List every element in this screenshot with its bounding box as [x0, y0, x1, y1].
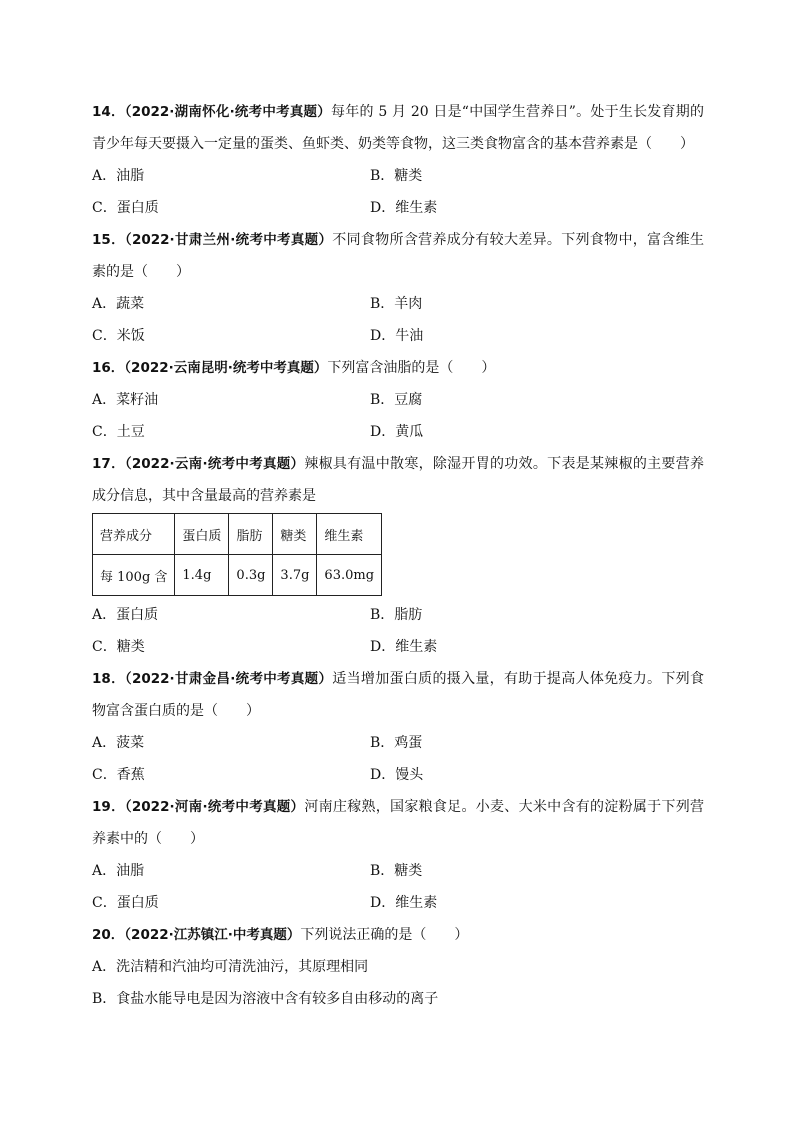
question-number: 15． — [92, 232, 125, 248]
question-18 — [92, 663, 704, 791]
option-b[interactable]: B．豆腐 — [370, 392, 423, 408]
option-c[interactable]: C．土豆 — [92, 424, 145, 440]
question-number: 17． — [92, 456, 125, 472]
question-number: 16． — [92, 360, 125, 376]
table-cell: 63.0mg — [317, 555, 382, 596]
question-number: 20． — [92, 927, 125, 943]
option-c[interactable]: C．香蕉 — [92, 767, 145, 783]
option-b[interactable]: B．食盐水能导电是因为溶液中含有较多自由移动的离子 — [92, 991, 439, 1007]
option-c[interactable]: C．糖类 — [92, 639, 145, 655]
question-17 — [92, 448, 704, 663]
table-header-cell: 脂肪 — [229, 514, 273, 555]
question-text: 辣椒具有温中散寒，除湿开胃的功效。下表是某辣椒的主要营养成分信息，其中含量最高的营养素是 — [92, 456, 704, 504]
option-row — [92, 288, 704, 320]
question-source: （2022·云南昆明·统考中考真题） — [124, 360, 328, 376]
option-row — [92, 320, 704, 352]
option-row — [92, 855, 704, 887]
table-cell: 1.4g — [175, 555, 229, 596]
question-stem — [92, 224, 704, 288]
question-source: （2022·江苏镇江·中考真题） — [124, 927, 301, 943]
option-d[interactable]: D．馒头 — [370, 767, 424, 783]
option-b[interactable]: B．脂肪 — [370, 607, 423, 623]
question-15 — [92, 224, 704, 352]
question-text: 每年的 5 月 20 日是“中国学生营养日”。处于生长发育期的青少年每天要摄入一定量的蛋类、鱼虾类、奶类等食物，这三类食物富含的基本营养素是（ ） — [92, 104, 704, 152]
option-row — [92, 160, 704, 192]
table-cell: 每 100g 含 — [93, 555, 175, 596]
option-b[interactable]: B．糖类 — [370, 863, 423, 879]
table-row — [93, 555, 382, 596]
question-source: （2022·河南·统考中考真题） — [124, 799, 305, 815]
option-a[interactable]: A．油脂 — [92, 863, 145, 879]
option-c[interactable]: C．蛋白质 — [92, 895, 159, 911]
option-d[interactable]: D．维生素 — [370, 895, 438, 911]
option-row — [92, 759, 704, 791]
option-a[interactable]: A．菜籽油 — [92, 392, 159, 408]
question-stem — [92, 791, 704, 855]
question-source: （2022·甘肃金昌·统考中考真题） — [124, 671, 333, 687]
option-c[interactable]: C．米饭 — [92, 328, 145, 344]
option-c[interactable]: C．蛋白质 — [92, 200, 159, 216]
option-a[interactable]: A．油脂 — [92, 168, 145, 184]
option-d[interactable]: D．牛油 — [370, 328, 424, 344]
option-a[interactable]: A．蛋白质 — [92, 607, 159, 623]
table-header-cell: 糖类 — [273, 514, 317, 555]
table-header-cell: 维生素 — [317, 514, 382, 555]
table-cell: 3.7g — [273, 555, 317, 596]
option-d[interactable]: D．黄瓜 — [370, 424, 424, 440]
question-number: 14． — [92, 104, 125, 120]
exam-page — [92, 96, 704, 1015]
question-stem — [92, 352, 704, 384]
option-row — [92, 631, 704, 663]
option-d[interactable]: D．维生素 — [370, 200, 438, 216]
question-source: （2022·湖南怀化·统考中考真题） — [124, 104, 332, 120]
question-stem — [92, 448, 704, 512]
question-text: 不同食物所含营养成分有较大差异。下列食物中，富含维生素的是（ ） — [92, 232, 704, 280]
option-a[interactable]: A．蔬菜 — [92, 296, 145, 312]
option-row — [92, 727, 704, 759]
nutrition-table — [92, 513, 382, 596]
question-19 — [92, 791, 704, 919]
table-header-cell: 蛋白质 — [175, 514, 229, 555]
table-cell: 0.3g — [229, 555, 273, 596]
option-row — [92, 416, 704, 448]
option-row — [92, 887, 704, 919]
question-source: （2022·云南·统考中考真题） — [124, 456, 305, 472]
option-b[interactable]: B．鸡蛋 — [370, 735, 423, 751]
question-number: 19． — [92, 799, 125, 815]
option-a[interactable]: A．洗洁精和汽油均可清洗油污，其原理相同 — [92, 959, 369, 975]
table-header-row — [93, 514, 382, 555]
option-b[interactable]: B．糖类 — [370, 168, 423, 184]
option-row — [92, 192, 704, 224]
option-b[interactable]: B．羊肉 — [370, 296, 423, 312]
question-text: 适当增加蛋白质的摄入量，有助于提高人体免疫力。下列食物富含蛋白质的是（ ） — [92, 671, 704, 719]
option-a[interactable]: A．菠菜 — [92, 735, 145, 751]
option-row — [92, 599, 704, 631]
option-d[interactable]: D．维生素 — [370, 639, 438, 655]
table-header-cell: 营养成分 — [93, 514, 175, 555]
question-stem — [92, 663, 704, 727]
question-16 — [92, 352, 704, 448]
question-stem — [92, 919, 704, 951]
question-text: 下列说法正确的是（ ） — [300, 927, 469, 943]
question-text: 河南庄稼熟，国家粮食足。小麦、大米中含有的淀粉属于下列营养素中的（ ） — [92, 799, 704, 847]
question-text: 下列富含油脂的是（ ） — [327, 360, 496, 376]
question-stem — [92, 96, 704, 160]
question-20 — [92, 919, 704, 1015]
question-14 — [92, 96, 704, 224]
option-row — [92, 384, 704, 416]
question-source: （2022·甘肃兰州·统考中考真题） — [124, 232, 333, 248]
question-number: 18． — [92, 671, 125, 687]
